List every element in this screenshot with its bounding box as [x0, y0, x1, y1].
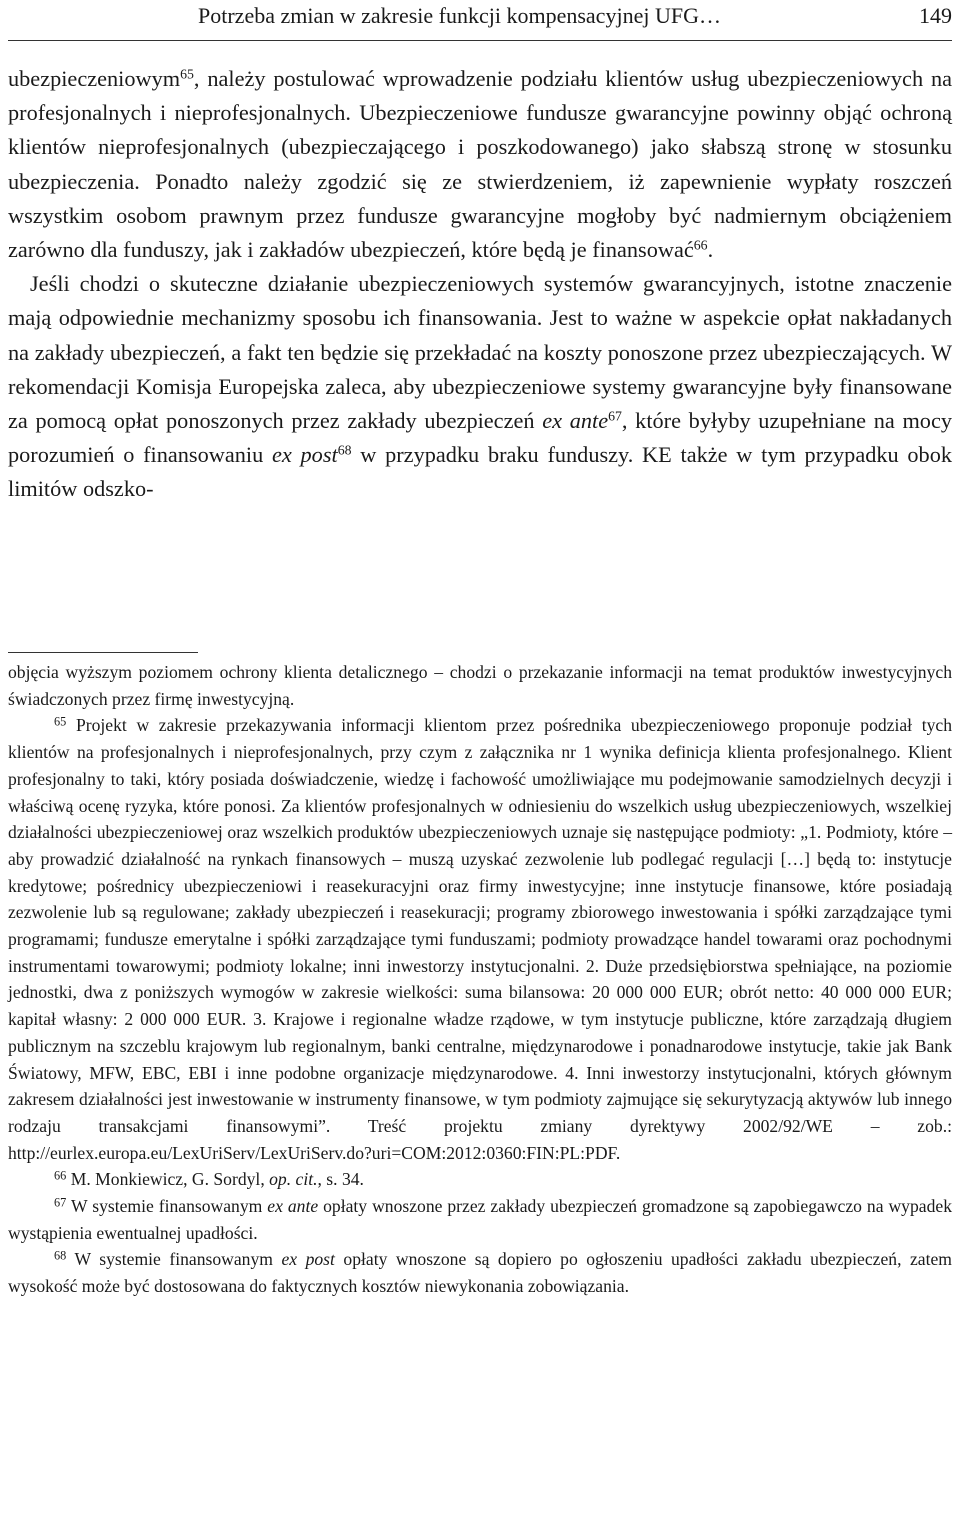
body-text-run: w przypadku braku funduszy. KE także w tym przypadku obok limitów odszko- [8, 442, 952, 502]
footnote-text: M. Monkiewicz, G. Sordyl, [70, 1169, 270, 1190]
footnote-text: Projekt w zakresie przekazywania informacji klientom przez pośrednika ubezpieczeniowego proponuje podział tych klientów na profesjonalnych i nieprofesjonalnych, przy czym z załącznika nr 1 wynika definicja klienta profesjonalnego. Klient profesjonalny to taki, który posiada doświadczenie, wiedzę i fachowość umożliwiające mu podejmowanie samodzielnych decyzji i właściwą ocenę ryzyka, które ponosi. Za klientów profesjonalnych w odniesieniu do wszelkich usług ubezpieczeniowych, wszelkiej działalności ubezpieczeniowej oraz wszelkich produktów ubezpieczeniowych uznaje się następujące podmioty: „1. Podmioty, które – aby prowadzić działalność na rynkach finansowych – muszą uzyskać zezwolenie lub podlegać regulacji […] będą to: instytucje kredytowe; pośrednicy ubezpieczeniowi i reasekuracyjni oraz firmy inwestycyjne; inne instytucje finansowe, które posiadają zezwolenie lub są regulowane; zakłady ubezpieczeń i reasekuracji; programy zbiorowego inwestowania i spółki zarządzające tymi programami; fundusze emerytalne i spółki zarządzające tymi funduszami; podmioty prowadzące handel towarami oraz pochodnymi instrumentami towarowymi; podmioty lokalne; inni inwestorzy instytucjonalni. 2. Duże przedsiębiorstwa spełniające, na poziomie jednostki, dwa z poniższych wymogów w zakresie wielkości: suma bilansowa: 20 000 000 EUR; obrót netto: 40 000 000 EUR; kapitał własny: 2 000 000 EUR. 3. Krajowe i regionalne władze rządowe, w tym instytucje publiczne, które zarządzają długiem publicznym na szczeblu krajowym lub regionalnym, banki centralne, międzynarodowe i ponadnarodowe instytucje, takie jak Bank Światowy, MFW, EBC, EBI i inne podobne organizacje międzynarodowe. 4. Inni inwestorzy instytucjonalni, których głównym zakresem działalności jest inwestowanie w instrumenty finansowe, w tym podmioty zajmujące się sekurytyzacją aktywów lub innego rodzaju transakcjami finansowymi”. Treść projektu zmiany dyrektywy 2002/92/WE – zob.: http://eurlex.europa.eu/LexUriServ/LexUriServ.do?uri=COM:2012:0360:FIN:PL:PDF. [8, 715, 952, 1163]
footnote-65 [8, 712, 952, 1166]
body-text-run: , które byłyby uzupełniane na mocy porozumień o finansowaniu [8, 408, 952, 468]
italic-term: ex ante [542, 408, 609, 434]
body-text-run: , należy postulować wprowadzenie podziału klientów usług ubezpieczeniowych na profesjonalnych i nieprofesjonalnych. Ubezpieczeniowe fundusze gwarancyjne powinny objąć ochroną klientów nieprofesjonalnych (ubezpieczającego i poszkodowanego) jako słabszą stronę w stosunku ubezpieczenia. Ponadto należy zgodzić się ze stwierdzeniem, iż zapewnienie wypłaty roszczeń wszystkim osobom prawnym przez fundusze gwarancyjne mogłoby być nadmiernym obciążeniem zarówno dla funduszy, jak i zakładów ubezpieczeń, które będą je finansować [8, 66, 952, 263]
footnote-number: 67 [54, 1195, 67, 1210]
italic-term: ex ante [267, 1196, 319, 1217]
running-title: Potrzeba zmian w zakresie funkcji kompensacyjnej UFG… [198, 3, 721, 28]
footnote-number: 65 [54, 714, 67, 729]
page-header [8, 0, 952, 41]
body-paragraph-2 [8, 267, 952, 506]
footnote-number: 66 [54, 1168, 67, 1183]
page-number: 149 [919, 3, 952, 28]
footnote-number: 68 [54, 1248, 67, 1263]
footnote-separator [8, 652, 198, 653]
footnote-68 [8, 1246, 952, 1299]
body-paragraph-1 [8, 62, 952, 267]
document-page [8, 0, 952, 1521]
footnote-66 [8, 1166, 952, 1193]
footnote-ref-65[interactable]: 65 [180, 66, 194, 82]
main-text [8, 62, 952, 507]
footnote-continuation: objęcia wyższym poziomem ochrony klienta detalicznego – chodzi o przekazanie informacji na temat produktów inwestycyjnych świadczonych przez firmę inwestycyjną. [8, 662, 952, 709]
body-text-run: Jeśli chodzi o skuteczne działanie ubezpieczeniowych systemów gwarancyjnych, istotne znaczenie mają odpowiednie mechanizmy sposobu ich finansowania. Jest to ważne w aspekcie opłat nakładanych na zakłady ubezpieczeń, a fakt ten będzie się przekładać na koszty ponoszone przez ubezpieczających. W rekomendacji Komisja Europejska zaleca, aby ubezpieczeniowe systemy gwarancyjne były finansowane za pomocą opłat ponoszonych przez zakłady ubezpieczeń [8, 271, 952, 434]
footnote-ref-68[interactable]: 68 [337, 442, 352, 458]
footnote-text: W systemie finansowanym [74, 1249, 282, 1270]
footnote-ref-67[interactable]: 67 [608, 408, 622, 424]
footnote-ref-66[interactable]: 66 [693, 237, 708, 253]
footnote-67 [8, 1193, 952, 1246]
footnote-text: opłaty wnoszone przez zakłady ubezpieczeń gromadzone są zapobiegawczo na wypadek wystąpienia ewentualnej upadłości. [8, 1196, 952, 1243]
footnote-text: , s. 34. [317, 1169, 364, 1190]
italic-term: ex post [272, 442, 338, 468]
italic-term: ex post [281, 1249, 335, 1270]
footnotes [8, 659, 952, 1300]
body-text-run: . [707, 237, 714, 263]
italic-term: op. cit. [269, 1169, 318, 1190]
footnote-text: opłaty wnoszone są dopiero po ogłoszeniu upadłości zakładu ubezpieczeń, zatem wysokość może być dostosowana do faktycznych kosztów niewykonania zobowiązania. [8, 1249, 952, 1297]
body-text-run: ubezpieczeniowym [8, 66, 181, 91]
footnote-text: W systemie finansowanym [70, 1196, 268, 1217]
